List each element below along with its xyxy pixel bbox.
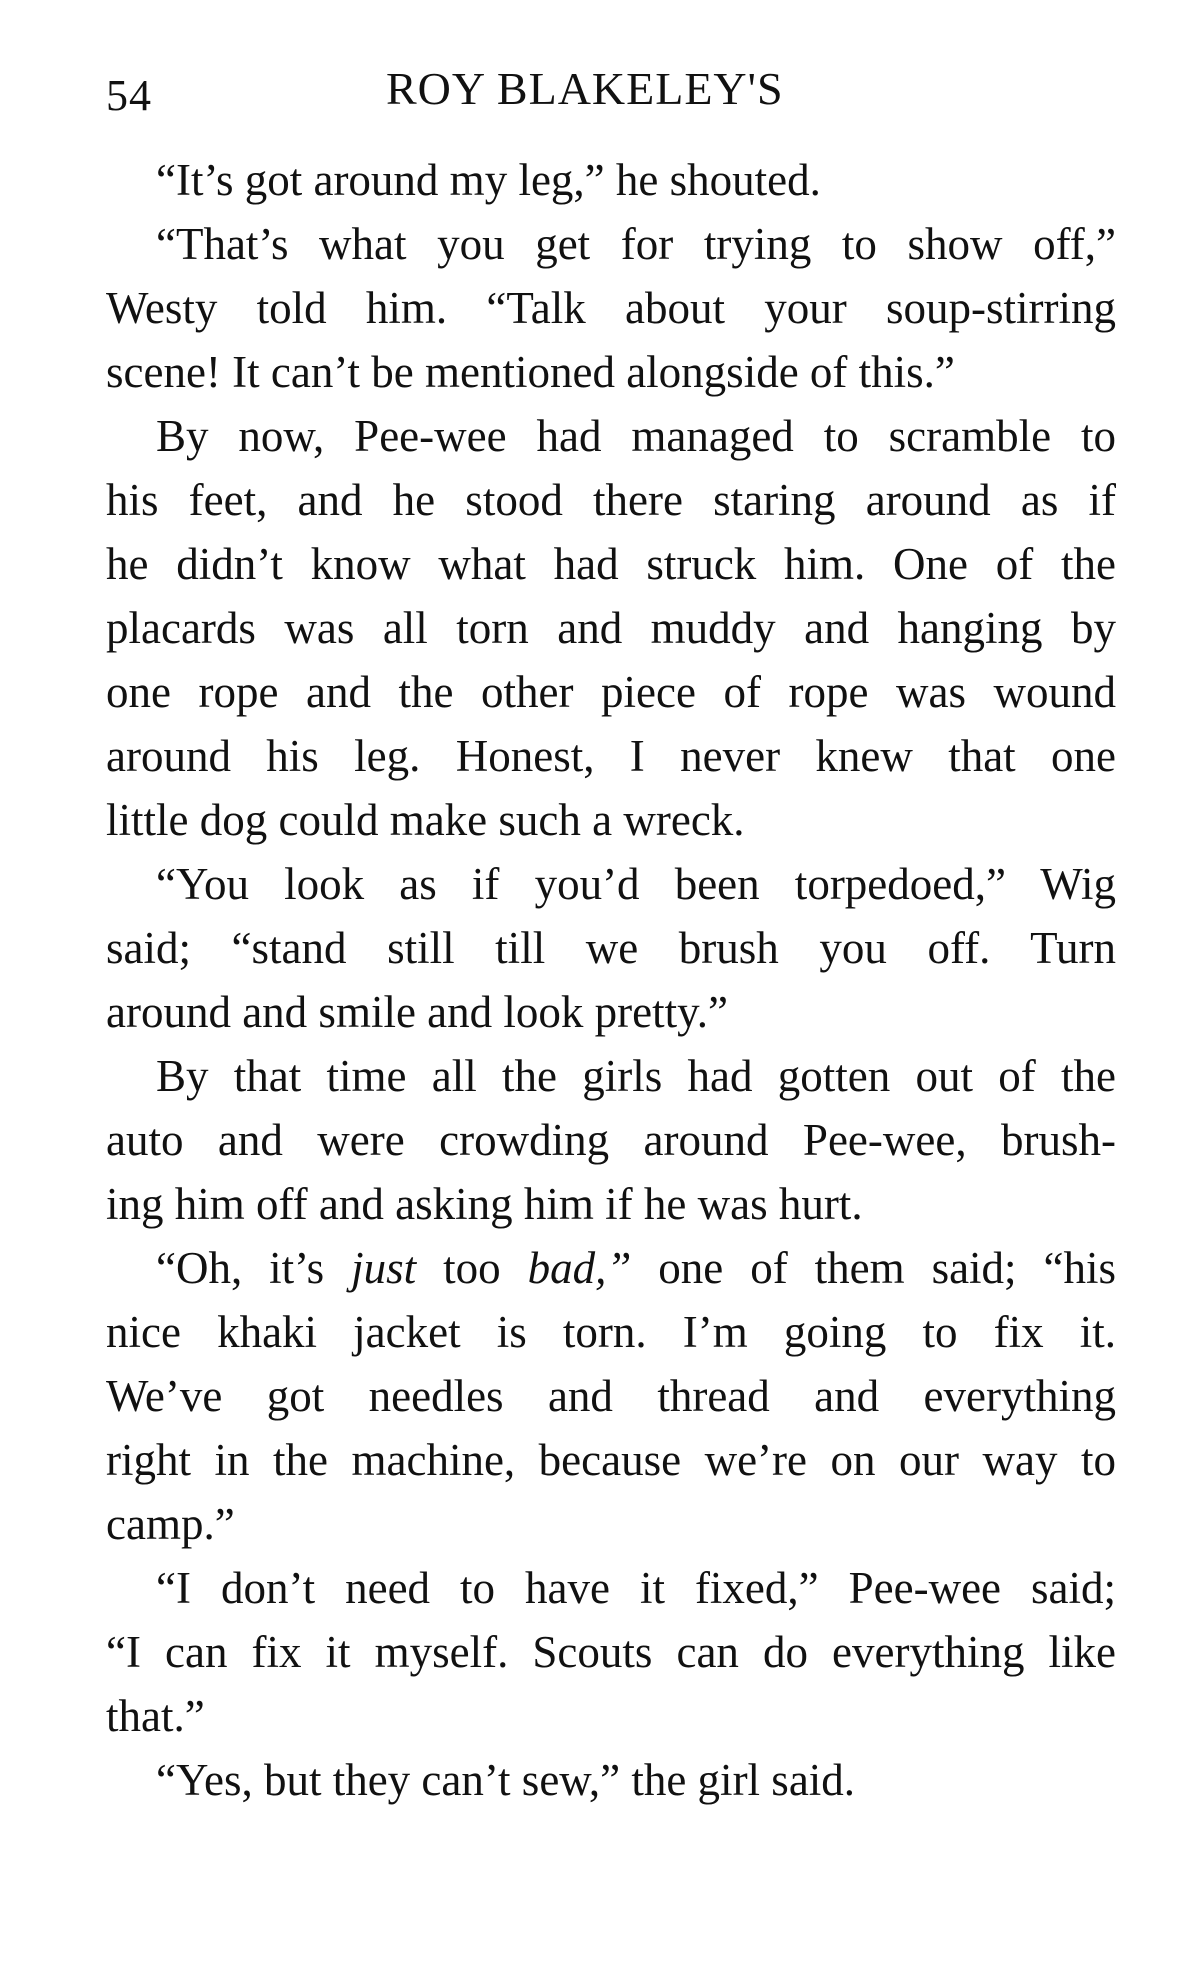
text-line: around his leg. Honest, I never knew that one [106,731,1116,781]
text-line: “I can fix it myself. Scouts can do everything like [106,1627,1116,1677]
text-line: one rope and the other piece of rope was wound [106,667,1116,717]
text-segment: “Oh, it’s [156,1243,352,1293]
body-text [106,148,1116,1812]
text-line: placards was all torn and muddy and hanging by [106,603,1116,653]
text-segment: too [416,1243,528,1293]
text-line: right in the machine, because we’re on our way to [106,1435,1116,1485]
text-line: camp.” [106,1499,235,1549]
text-line: little dog could make such a wreck. [106,795,745,845]
text-line: By now, Pee-wee had managed to scramble to [156,411,1116,461]
running-title: ROY BLAKELEY'S [386,63,784,114]
text-line: “I don’t need to have it fixed,” Pee-wee said; [156,1563,1116,1613]
text-line: that.” [106,1691,205,1741]
text-line: “That’s what you get for trying to show off,” [156,219,1116,269]
text-line: around and smile and look pretty.” [106,987,728,1037]
text-line: nice khaki jacket is torn. I’m going to fix it. [106,1307,1116,1357]
text-line: Westy told him. “Talk about your soup-stirring [106,283,1116,333]
text-line: By that time all the girls had gotten out of the [156,1051,1116,1101]
page-number: 54 [106,71,152,120]
text-line: “It’s got around my leg,” he shouted. [156,155,821,205]
italic-word: bad,” [527,1243,632,1293]
text-line: scene! It can’t be mentioned alongside of this.” [106,347,955,397]
text-line: We’ve got needles and thread and everything [106,1371,1116,1421]
text-line: “Yes, but they can’t sew,” the girl said. [156,1755,856,1805]
text-line: he didn’t know what had struck him. One of the [106,539,1116,589]
text-line: auto and were crowding around Pee-wee, brush- [106,1115,1116,1165]
italic-word: just [351,1243,417,1293]
text-segment: one of them said; “his [631,1243,1116,1293]
text-line: his feet, and he stood there staring around as if [106,475,1116,525]
text-line: ing him off and asking him if he was hurt. [106,1179,863,1229]
text-line: said; “stand still till we brush you off. Turn [106,923,1116,973]
text-line [106,1236,1116,1300]
text-line: “You look as if you’d been torpedoed,” Wig [156,859,1116,909]
page-header [106,62,1116,122]
